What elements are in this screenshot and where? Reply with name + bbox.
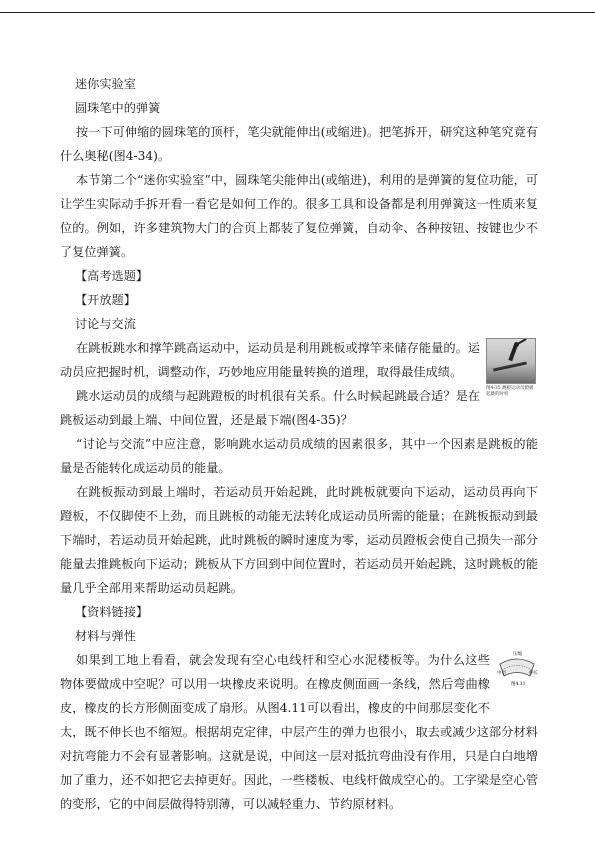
resource-link-heading: 【资料链接】 (75, 605, 149, 619)
diving-figure-caption: 图4-35 跳板运动员蹬板起跳的时机 (486, 386, 534, 397)
eraser-bend-diagram (496, 650, 538, 690)
mini-lab-heading: 迷你实验室 (75, 77, 136, 91)
discussion-paragraph-1: 在跳板跳水和撑竿跳高运动中，运动员是利用跳板或撑竿来储存能量的。运动员应把握时机，调整动作，巧妙地应用能量转换的道理，取得最佳成绩。 (60, 341, 480, 379)
discussion-paragraph-4: 在跳板振动到最上端时，若运动员开始起跳，此时跳板就要向下运动，运动员再向下蹬板，不仅脚使不上劲，而且跳板的动能无法转化成运动员所需的能量；在跳板振动到最下端时，若运动员开始起跳，此时跳板的瞬时速度为零，运动员蹬板会使自己损失一部分能量去推跳板向下运动；跳板从下方回到中间位置时，若运动员开始起跳，这时跳板的能量几乎全部用来帮助运动员起跳。 (60, 485, 538, 595)
compress-label: 压缩 (513, 652, 522, 657)
diving-figure (486, 338, 538, 398)
eraser-bend-figure (496, 650, 538, 698)
document-body (60, 72, 538, 816)
stretch-label: 伸长 (529, 671, 538, 676)
material-elasticity-heading: 材料与弹性 (75, 629, 136, 643)
discussion-heading: 讨论与交流 (75, 317, 136, 331)
eraser-figure-caption: 图4.11 (511, 682, 526, 687)
middle-layer-label: 中层 (497, 671, 506, 676)
discussion-paragraph-2: 跳水运动员的成绩与起跳蹬板的时机很有关系。什么时候起跳最合适？是在跳板运动到最上端、中间位置，还是最下端(图4-35)？ (60, 389, 480, 427)
top-rule (0, 12, 595, 13)
material-paragraph-1: 如果到工地上看看，就会发现有空心电线杆和空心水泥楼板等。为什么这些物体要做成中空呢？可以用一块橡皮来说明。在橡皮侧面画一条线，然后弯曲橡皮，橡皮的长方形侧面变成了扇形。从图4.11可以看出，橡皮的中间那层变化不太，既不伸长也不缩短。根据胡克定律，中层产生的弹力也很小，取去或减少这部分材料对抗弯能力不会有显著影响。这就是说，中间这一层对抵抗弯曲没有作用，只是白白地增加了重力，还不如把它去掉更好。因此，一些楼板、电线杆做成空心的。工字梁是空心管的变形，它的中间层做得特别薄，可以减轻重力、节约原材料。 (60, 653, 538, 811)
pen-spring-heading: 圆珠笔中的弹簧 (75, 101, 161, 115)
diving-photo (486, 338, 536, 384)
pen-spring-paragraph-1: 按一下可伸缩的圆珠笔的顶杆，笔尖就能伸出(或缩进)。把笔拆开，研究这种笔究竟有什么奥秘(图4-34)。 (60, 125, 538, 163)
gaokao-heading: 【高考选题】 (75, 269, 149, 283)
discussion-paragraph-3: “讨论与交流”中应注意，影响跳水运动员成绩的因素很多，其中一个因素是跳板的能量是否能转化成运动员的能量。 (60, 437, 538, 475)
pen-spring-paragraph-2: 本节第二个“迷你实验室”中，圆珠笔尖能伸出(或缩进)，利用的是弹簧的复位功能，可让学生实际动手拆开看一看它是如何工作的。很多工具和设备都是利用弹簧这一性质来复位的。例如，许多建筑物大门的合页上都装了复位弹簧，自动伞、各种按钮、按键也少不了复位弹簧。 (60, 173, 538, 259)
open-question-heading: 【开放题】 (75, 293, 136, 307)
